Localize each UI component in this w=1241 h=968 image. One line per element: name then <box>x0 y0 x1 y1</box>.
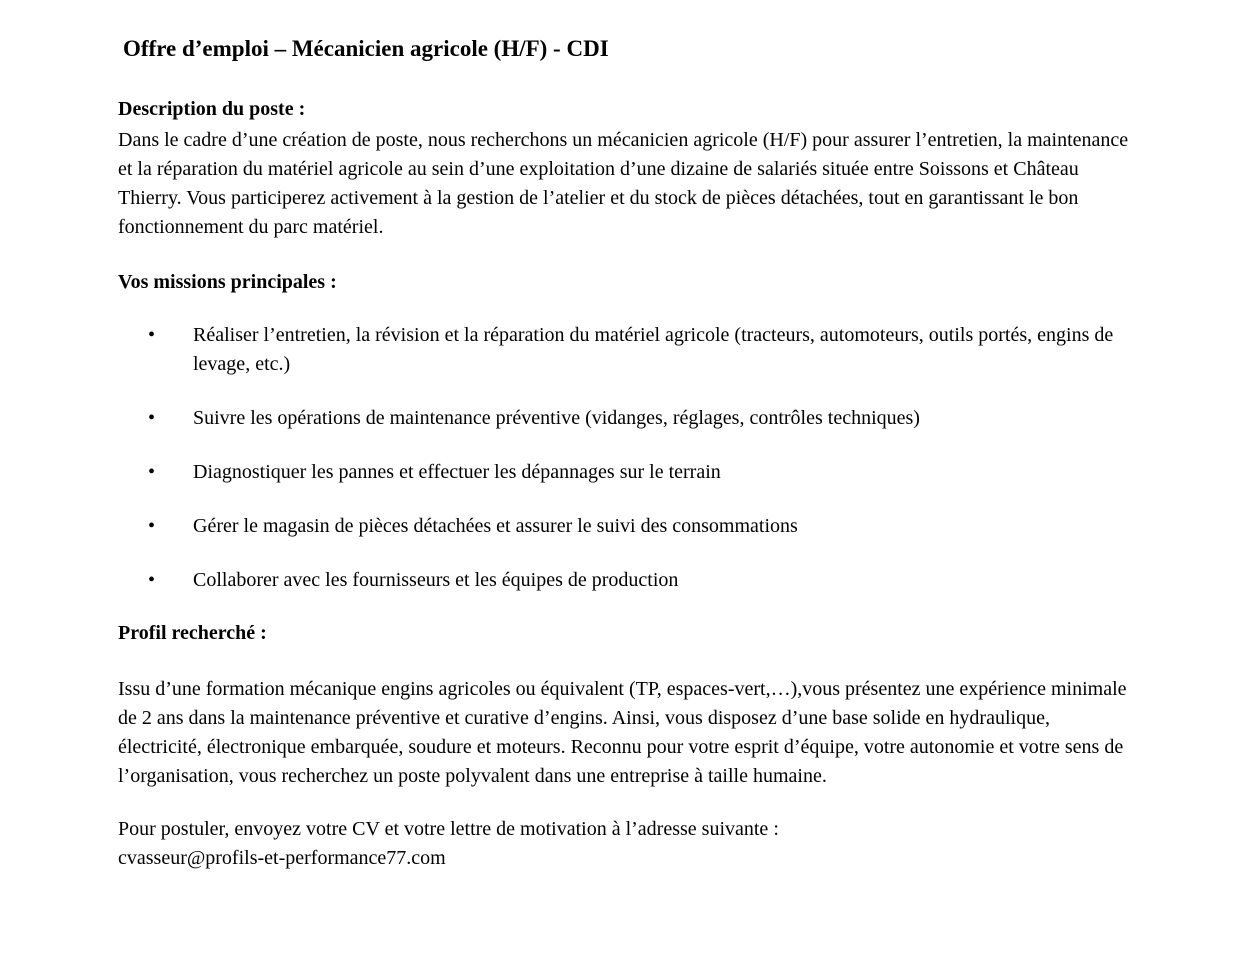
bullet-icon: • <box>148 407 156 429</box>
bullet-icon: • <box>148 324 156 346</box>
mission-list-item <box>118 512 1135 541</box>
mission-item-text: Suivre les opérations de maintenance préventive (vidanges, réglages, contrôles techniques) <box>193 407 920 429</box>
application-paragraph <box>118 815 1135 873</box>
mission-item-text: Réaliser l’entretien, la révision et la réparation du matériel agricole (tracteurs, automoteurs, outils portés, engins de levage, etc.) <box>193 324 1114 375</box>
bullet-icon: • <box>148 569 156 591</box>
profile-paragraph: Issu d’une formation mécanique engins agricoles ou équivalent (TP, espaces-vert,…),vous présentez une expérience minimale de 2 ans dans la maintenance préventive et curative d’engins. Ainsi, vous disposez d’une base solide en hydraulique, électricité, électronique embarquée, soudure et moteurs. Reconnu pour votre esprit d’équipe, votre autonomie et votre sens de l’organisation, vous recherchez un poste polyvalent dans une entreprise à taille humaine. <box>118 678 1127 787</box>
email-text: cvasseur@profils-et-performance77.com <box>118 847 446 869</box>
missions-list <box>118 321 1135 595</box>
page-title: Offre d’emploi – Mécanicien agricole (H/F) - CDI <box>123 36 609 61</box>
section-heading-profile: Profil recherché : <box>118 622 267 644</box>
mission-list-item <box>118 404 1135 433</box>
bullet-icon: • <box>148 461 156 483</box>
mission-item-text: Diagnostiquer les pannes et effectuer les dépannages sur le terrain <box>193 461 721 483</box>
mission-list-item <box>118 321 1135 379</box>
application-instruction: Pour postuler, envoyez votre CV et votre lettre de motivation à l’adresse suivante : <box>118 818 779 840</box>
mission-list-item <box>118 458 1135 487</box>
description-paragraph: Dans le cadre d’une création de poste, nous recherchons un mécanicien agricole (H/F) pour assurer l’entretien, la maintenance et la réparation du matériel agricole au sein d’une exploitation d’une dizaine de salariés située entre Soissons et Château Thierry. Vous participerez activement à la gestion de l’atelier et du stock de pièces détachées, tout en garantissant le bon fonctionnement du parc matériel. <box>118 129 1129 238</box>
mission-item-text: Collaborer avec les fournisseurs et les équipes de production <box>193 569 679 591</box>
bullet-icon: • <box>148 515 156 537</box>
mission-item-text: Gérer le magasin de pièces détachées et assurer le suivi des consommations <box>193 515 798 537</box>
section-heading-description: Description du poste : <box>118 98 306 120</box>
section-heading-missions: Vos missions principales : <box>118 271 337 293</box>
mission-list-item <box>118 566 1135 595</box>
